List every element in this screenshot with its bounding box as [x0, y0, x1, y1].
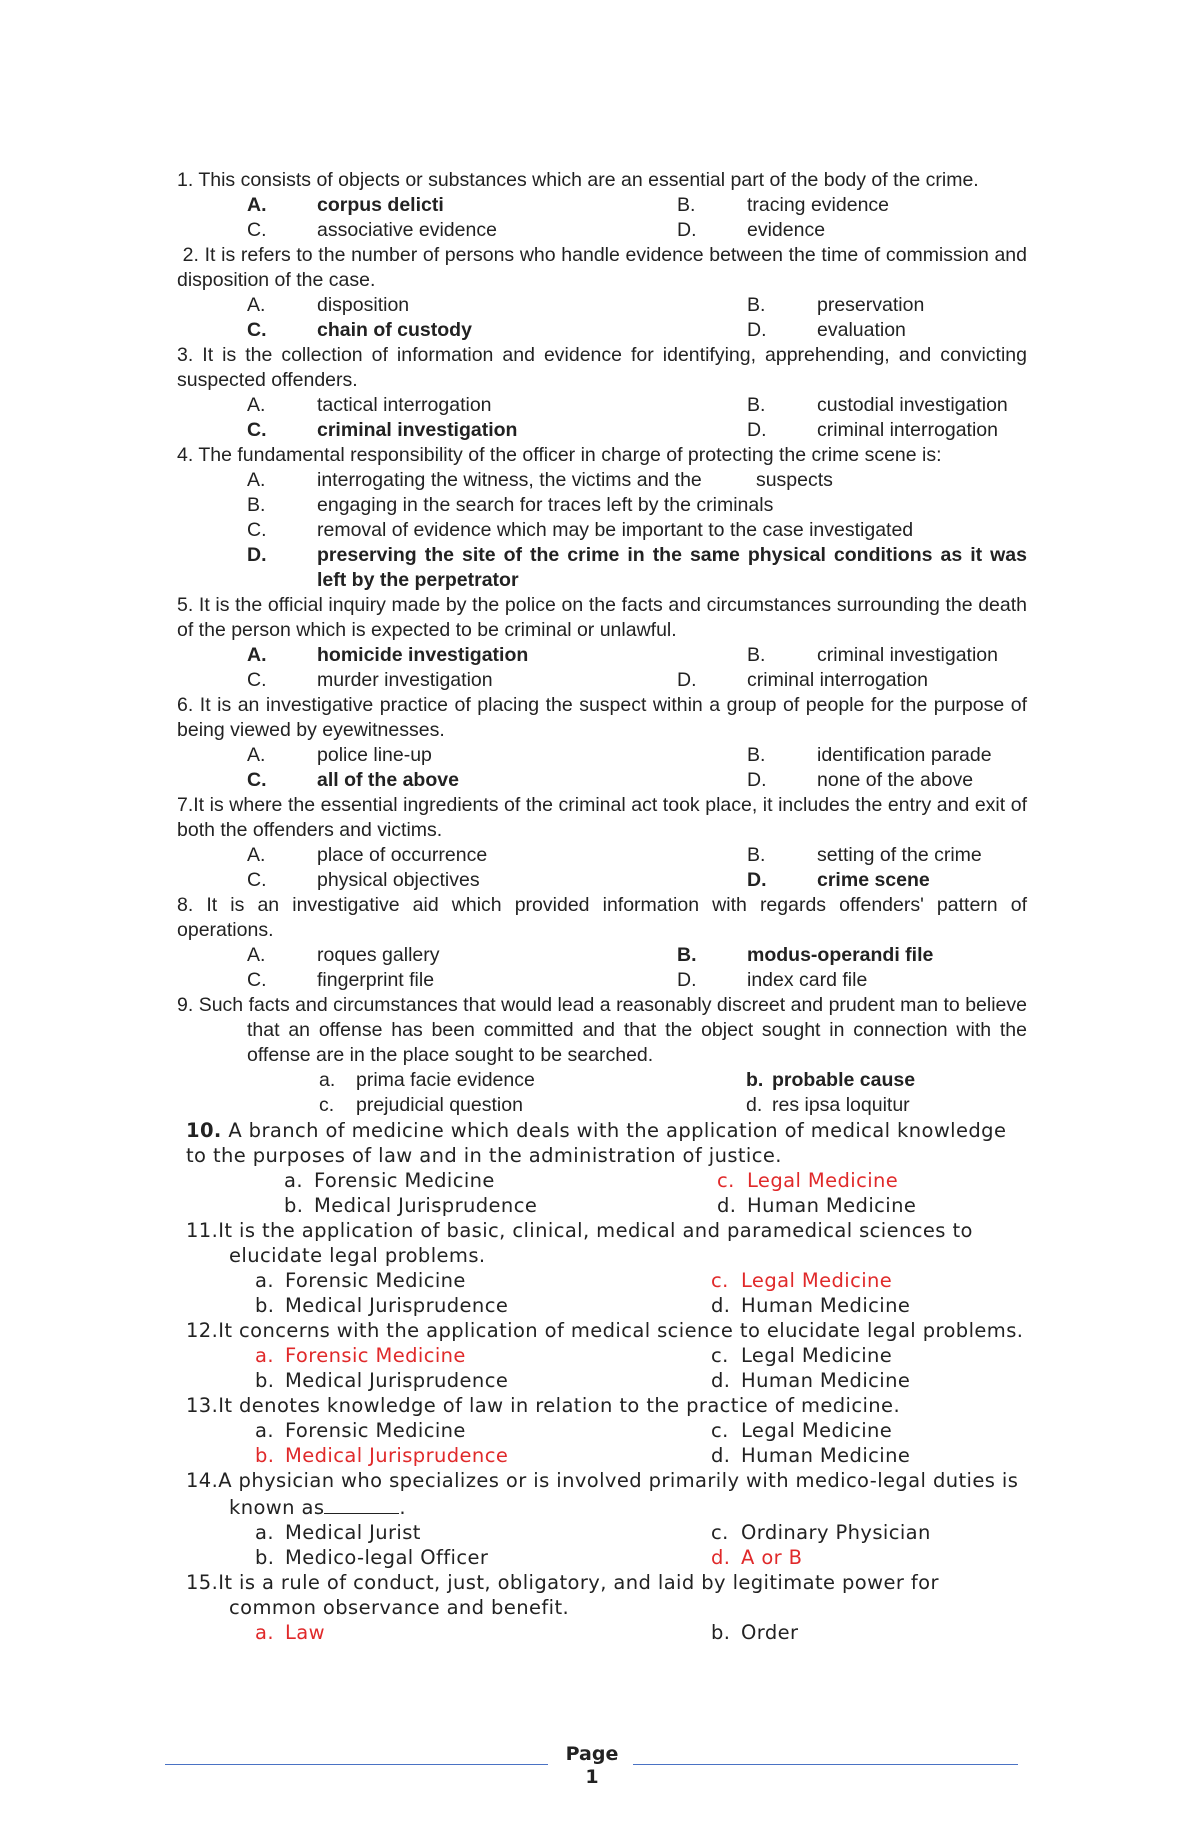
question-7: 7.It is where the essential ingredients of the criminal act took place, it includes the entry and exit of both the offenders and victims. [177, 794, 1027, 841]
option-text: Medical Jurisprudence [285, 1294, 509, 1317]
option-letter: A. [247, 744, 266, 766]
option-letter: c. [717, 1169, 735, 1192]
option-letter: a. [255, 1419, 274, 1442]
option-letter: A. [247, 944, 266, 966]
option-text: criminal investigation [817, 644, 998, 666]
page-footer [165, 1743, 1018, 1803]
option-letter: d. [711, 1369, 731, 1392]
option-letter: B. [747, 394, 766, 416]
question-6: 6. It is an investigative practice of placing the suspect within a group of people for the purpose of being viewed by eyewitnesses. [177, 694, 1027, 741]
option-letter: b. [711, 1621, 731, 1644]
options-5b [247, 668, 1027, 693]
option-letter: C. [247, 519, 267, 541]
option-letter: D. [247, 544, 267, 566]
option-letter: b. [746, 1069, 764, 1091]
page-number-label [545, 1743, 639, 1789]
option-letter: b. [255, 1444, 275, 1467]
option-text: murder investigation [317, 669, 493, 691]
option-letter: B. [747, 644, 766, 666]
question-8: 8. It is an investigative aid which provided information with regards offenders' pattern of operations. [177, 894, 1027, 941]
option-text: homicide investigation [317, 644, 529, 666]
option-letter: D. [747, 869, 767, 891]
option-letter: d. [711, 1294, 731, 1317]
option-text: criminal interrogation [817, 419, 998, 441]
question-4: 4. The fundamental responsibility of the officer in charge of protecting the crime scene is: [177, 444, 942, 466]
option-text: tactical interrogation [317, 394, 492, 416]
question-10 [186, 1118, 1027, 1168]
option-letter: c. [319, 1094, 335, 1116]
option-letter: C. [247, 319, 267, 341]
option-text: tracing evidence [747, 194, 890, 216]
option-text: all of the above [317, 769, 459, 791]
option-text: Medico-legal Officer [285, 1546, 489, 1569]
option-letter: B. [677, 944, 697, 966]
options-4 [247, 468, 1027, 593]
options-9 [319, 1068, 1027, 1118]
option-text: Forensic Medicine [285, 1269, 466, 1292]
option-text: modus-operandi file [747, 944, 934, 966]
option-text: prejudicial question [356, 1094, 523, 1116]
option-text: place of occurrence [317, 844, 488, 866]
question-2: 2. It is refers to the number of persons who handle evidence between the time of commission and disposition of the case. [177, 244, 1033, 291]
option-text: index card file [747, 969, 868, 991]
options-8 [247, 943, 1027, 993]
option-letter: A. [247, 844, 266, 866]
option-text: Medical Jurist [285, 1521, 421, 1544]
option-letter: C. [247, 969, 267, 991]
option-letter: d. [717, 1194, 737, 1217]
footer-rule-right [633, 1764, 1018, 1765]
option-text: A or B [741, 1546, 803, 1569]
option-text: Legal Medicine [741, 1269, 893, 1292]
option-text: none of the above [817, 769, 974, 791]
option-letter: D. [747, 769, 767, 791]
options-7 [247, 843, 1027, 893]
option-text: roques gallery [317, 944, 440, 966]
option-letter: C. [247, 769, 267, 791]
option-letter: C. [247, 419, 267, 441]
option-letter: A. [247, 194, 267, 216]
option-text: Legal Medicine [741, 1344, 893, 1367]
option-text: criminal investigation [317, 419, 518, 441]
option-letter: A. [247, 469, 266, 491]
page-label: Page [565, 1743, 619, 1765]
option-letter: B. [747, 844, 766, 866]
option-letter: D. [677, 219, 697, 241]
option-letter: a. [255, 1621, 274, 1644]
options-5 [247, 643, 1027, 668]
option-letter: c. [711, 1419, 729, 1442]
option-letter: d. [711, 1444, 731, 1467]
option-text: Order [741, 1621, 799, 1644]
option-text: engaging in the search for traces left by the criminals [317, 494, 774, 516]
option-letter: B. [247, 494, 266, 516]
question-text-end: . [399, 1496, 407, 1519]
option-text: chain of custody [317, 319, 472, 341]
options-13 [255, 1418, 1027, 1468]
question-text: A branch of medicine which deals with the application of medical knowledge to the purposes of law and in the administration of justice. [186, 1119, 1007, 1167]
option-text: setting of the crime [817, 844, 982, 866]
page-number: 1 [585, 1766, 599, 1788]
question-text: 14.A physician who specializes or is involved primarily with medico-legal duties is known as [186, 1469, 1019, 1519]
options-12 [255, 1343, 1027, 1393]
option-letter: C. [247, 669, 267, 691]
option-letter: B. [747, 744, 766, 766]
option-letter: a. [255, 1344, 274, 1367]
options-11 [255, 1268, 1027, 1318]
option-text: Forensic Medicine [314, 1169, 495, 1192]
option-text: identification parade [817, 744, 992, 766]
option-letter: a. [319, 1069, 336, 1091]
option-letter: A. [247, 644, 267, 666]
option-letter: c. [711, 1344, 729, 1367]
option-letter: a. [284, 1169, 303, 1192]
footer-rule-left [165, 1764, 548, 1765]
question-13: 13.It denotes knowledge of law in relation to the practice of medicine. [186, 1394, 901, 1417]
option-text: interrogating the witness, the victims and the suspects [317, 469, 833, 491]
question-14 [186, 1468, 1027, 1520]
option-text: Legal Medicine [747, 1169, 899, 1192]
option-letter: C. [247, 869, 267, 891]
option-letter: D. [747, 319, 767, 341]
option-text: res ipsa loquitur [772, 1094, 910, 1116]
question-12: 12.It concerns with the application of medical science to elucidate legal problems. [186, 1319, 1024, 1342]
option-text: Human Medicine [747, 1194, 917, 1217]
option-letter: C. [247, 219, 267, 241]
options-6 [247, 743, 1027, 793]
option-text: Legal Medicine [741, 1419, 893, 1442]
option-text: Forensic Medicine [285, 1419, 466, 1442]
option-letter: a. [255, 1269, 274, 1292]
question-3: 3. It is the collection of information and evidence for identifying, apprehending, and convicting suspected offenders. [177, 344, 1027, 391]
options-2 [247, 293, 1027, 343]
question-5: 5. It is the official inquiry made by the police on the facts and circumstances surrounding the death of the person which is expected to be criminal or unlawful. [177, 594, 1027, 641]
option-text: physical objectives [317, 869, 480, 891]
option-text: disposition [317, 294, 410, 316]
option-text: Human Medicine [741, 1369, 911, 1392]
option-letter: D. [677, 669, 697, 691]
option-letter: d. [711, 1546, 731, 1569]
option-text: Human Medicine [741, 1294, 911, 1317]
option-letter: D. [747, 419, 767, 441]
option-text: evaluation [817, 319, 906, 341]
option-text: preservation [817, 294, 925, 316]
option-text: custodial investigation [817, 394, 1008, 416]
option-text: Medical Jurisprudence [285, 1369, 509, 1392]
option-letter: A. [247, 394, 266, 416]
option-text: Medical Jurisprudence [314, 1194, 538, 1217]
option-text: crime scene [817, 869, 930, 891]
option-text: Human Medicine [741, 1444, 911, 1467]
option-letter: A. [247, 294, 266, 316]
question-11: 11.It is the application of basic, clinical, medical and paramedical sciences to elucidate legal problems. [186, 1219, 973, 1267]
options-10 [284, 1168, 1027, 1218]
option-letter: c. [711, 1521, 729, 1544]
option-letter: B. [747, 294, 766, 316]
option-text: Medical Jurisprudence [285, 1444, 509, 1467]
option-text: police line-up [317, 744, 432, 766]
option-text: Ordinary Physician [741, 1521, 931, 1544]
option-letter: c. [711, 1269, 729, 1292]
options-1 [247, 193, 1027, 243]
option-text: prima facie evidence [356, 1069, 535, 1091]
options-15 [255, 1620, 1027, 1645]
option-letter: b. [255, 1369, 275, 1392]
quiz-document [177, 168, 1033, 1645]
answer-blank [324, 1493, 399, 1514]
question-15: 15.It is a rule of conduct, just, obligatory, and laid by legitimate power for common observance and benefit. [186, 1571, 939, 1619]
option-text: fingerprint file [317, 969, 435, 991]
option-text: Forensic Medicine [285, 1344, 466, 1367]
option-text: probable cause [772, 1069, 916, 1091]
option-letter: B. [677, 194, 696, 216]
option-letter: d. [746, 1094, 763, 1116]
option-text: criminal interrogation [747, 669, 928, 691]
options-14 [255, 1520, 1027, 1570]
question-number: 10. [186, 1119, 222, 1142]
option-letter: b. [284, 1194, 304, 1217]
option-letter: b. [255, 1294, 275, 1317]
option-text: removal of evidence which may be important to the case investigated [317, 519, 914, 541]
question-9: 9. Such facts and circumstances that would lead a reasonably discreet and prudent man to believe that an offense has been committed and that the object sought in connection with the offense are in the place sought to be searched. [177, 994, 1027, 1066]
option-letter: a. [255, 1521, 274, 1544]
option-text: evidence [747, 219, 826, 241]
option-text: preserving the site of the crime in the same physical conditions as it was left by the perpetrator [317, 544, 1027, 591]
option-text: Law [285, 1621, 325, 1644]
option-text: corpus delicti [317, 194, 444, 216]
question-1: 1. This consists of objects or substances which are an essential part of the body of the crime. [177, 169, 979, 191]
options-3 [247, 393, 1027, 443]
option-letter: D. [677, 969, 697, 991]
option-letter: b. [255, 1546, 275, 1569]
option-text: associative evidence [317, 219, 497, 241]
